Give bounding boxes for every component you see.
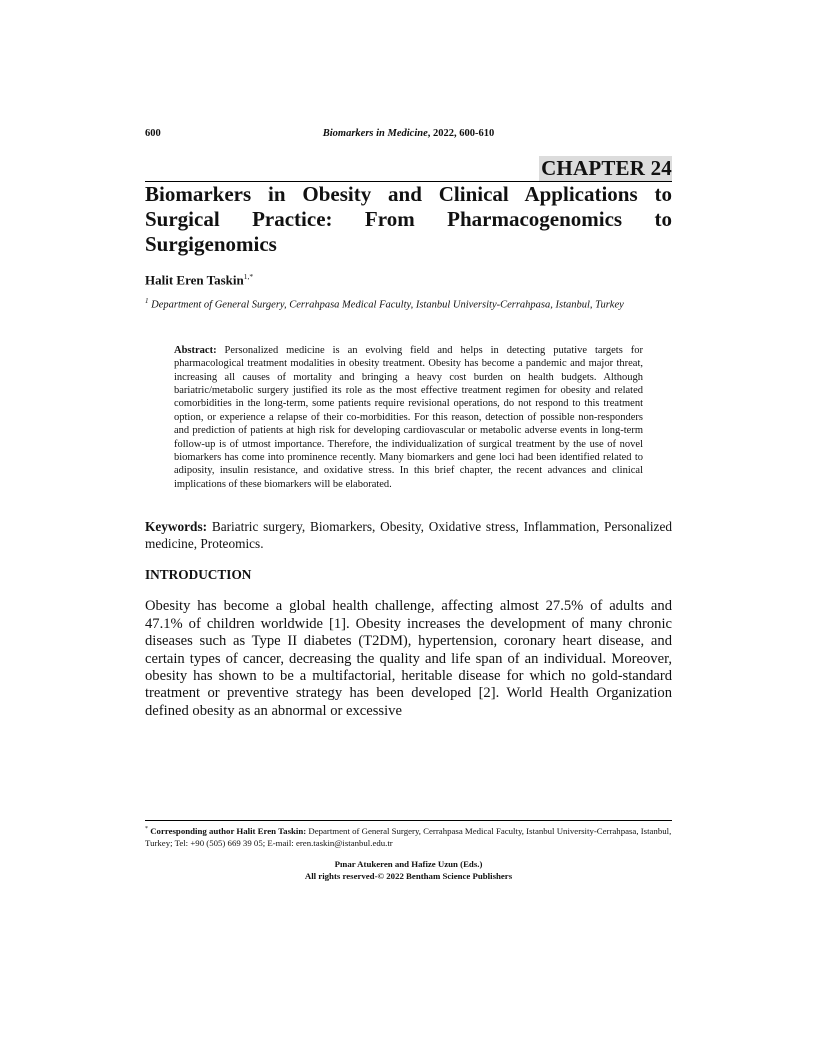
author-name: Halit Eren Taskin <box>145 272 244 288</box>
author-marks: 1,* <box>243 272 254 281</box>
abstract-text: Personalized medicine is an evolving field and helps in detecting putative targets for pharmacological treatment modalities in obesity treatment. Obesity has become a pandemic and major threat, increasing all causes of mortality and bringing a heavy cost burden on health budgets. Although bariatric/metabolic surgery justified its role as the most effective treatment regimen for obesity and related comorbidities in the long-term, some patients require revisional operations, do not respond to this treatment option, or experience a relapse of their co-morbidities. For this reason, detection of possible non-responders and prediction of patients at high risk for developing cardiovascular or metabolic adverse events in long-term follow-up is of utmost importance. Therefore, the individualization of surgical treatment by the use of novel biomarkers has come into prominence recently. Many biomarkers and gene loci had been identified related to adiposity, insulin resistance, and oxidative stress. In this brief chapter, the recent advances and clinical implications of these biomarkers will be elaborated. <box>174 344 643 490</box>
keywords-label: Keywords: <box>145 519 208 535</box>
chapter-label-row <box>145 156 672 196</box>
chapter-label: CHAPTER 24 <box>541 156 672 180</box>
abstract-label: Abstract: <box>174 344 217 356</box>
journal-title: Biomarkers in Medicine <box>322 128 428 139</box>
footnote-text: Department of General Surgery, Cerrahpasa Medical Faculty, Istanbul University-Cerrahpasa, Istanbul, Turkey; Tel: +90 (505) 669 39 05; E-mail: eren.taskin@istanbul.edu.tr <box>145 825 672 848</box>
affiliation-mark: 1 <box>145 297 149 306</box>
publisher-info <box>145 858 672 882</box>
journal-details: , 2022, 600-610 <box>427 128 495 139</box>
affiliation <box>145 294 672 313</box>
page-content <box>145 128 672 720</box>
editors-line: Pınar Atukeren and Hafize Uzun (Eds.) <box>334 859 483 869</box>
footnote <box>145 820 672 849</box>
chapter-title: Biomarkers in Obesity and Clinical Applications to Surgical Practice: From Pharmacogenomics to Surgigenomics <box>145 182 672 256</box>
abstract <box>174 344 643 491</box>
running-header <box>145 128 672 144</box>
introduction-heading: INTRODUCTION <box>145 567 252 583</box>
chapter-rule <box>145 181 672 182</box>
page-number: 600 <box>145 128 161 139</box>
keywords-text: Bariatric surgery, Biomarkers, Obesity, Oxidative stress, Inflammation, Personalized medicine, Proteomics. <box>145 519 672 552</box>
footnote-mark: * <box>145 826 148 832</box>
keywords <box>145 518 672 552</box>
footnote-label: Corresponding author Halit Eren Taskin: <box>150 825 307 836</box>
journal-citation <box>145 128 672 139</box>
affiliation-text: Department of General Surgery, Cerrahpasa Medical Faculty, Istanbul University-Cerrahpasa, Istanbul, Turkey <box>151 299 624 311</box>
author-line <box>145 272 672 288</box>
introduction-paragraph: Obesity has become a global health challenge, affecting almost 27.5% of adults and 47.1% of children worldwide [1]. Obesity increases the development of many chronic diseases such as Type II diabetes (T2DM), hypertension, coronary heart disease, and certain types of cancer, decreasing the quality and life span of an individual. Moreover, obesity has shown to be a multifactorial, heritable disease for which no gold-standard treatment or preventive strategy has been developed [2]. World Health Organization defined obesity as an abnormal or excessive <box>145 598 672 719</box>
rights-line: All rights reserved-© 2022 Bentham Science Publishers <box>304 871 513 881</box>
